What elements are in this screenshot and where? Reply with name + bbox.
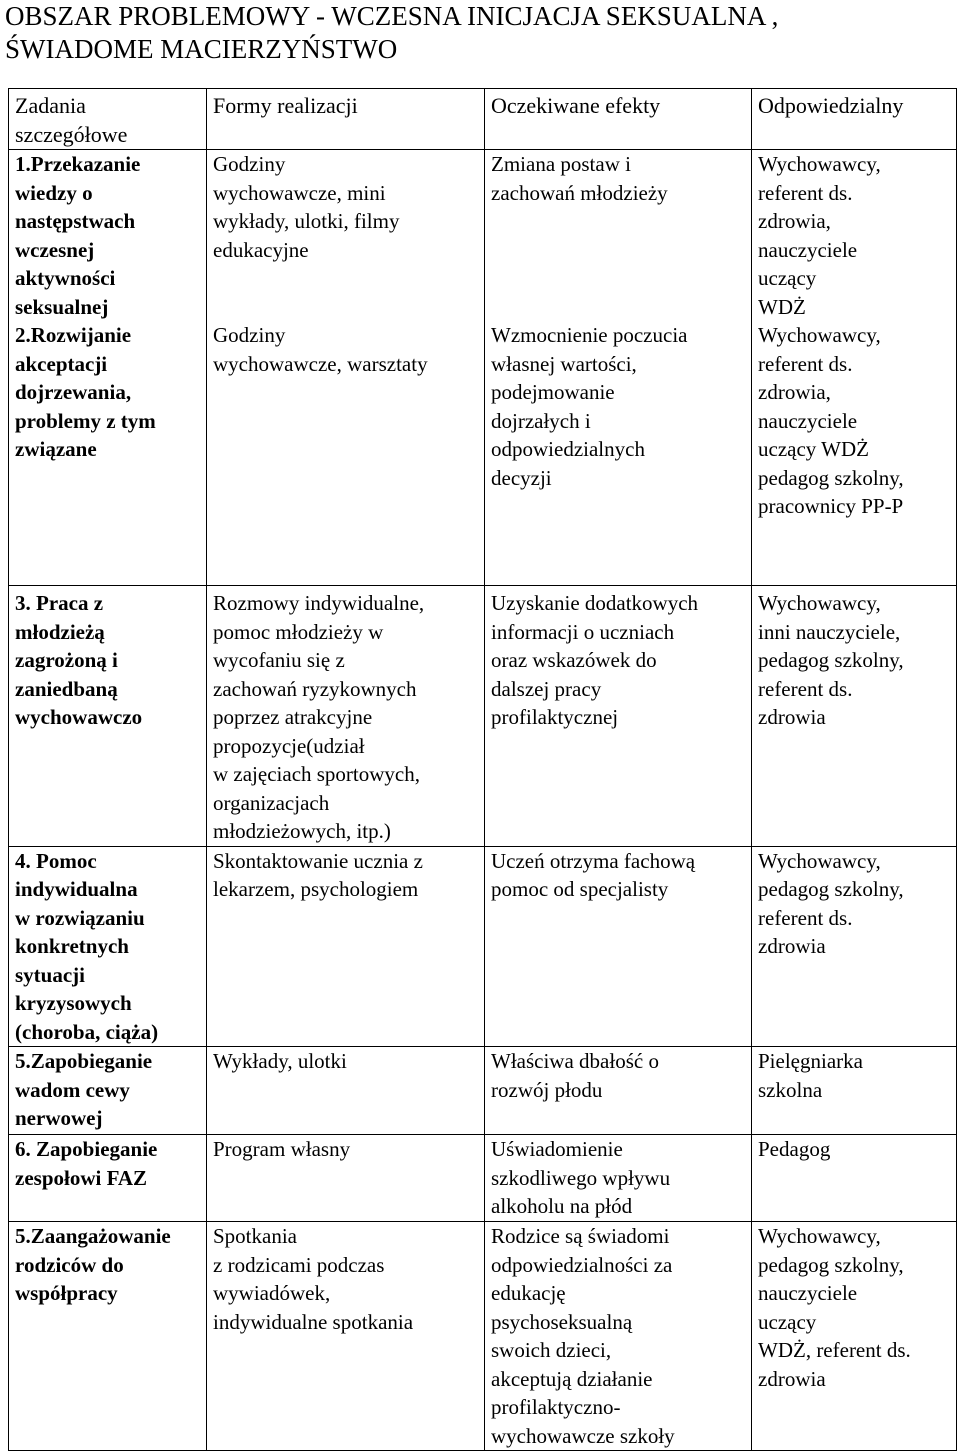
responsible-cell <box>752 1135 957 1222</box>
cell-text-block <box>15 321 200 464</box>
cell-text-block <box>15 1222 200 1308</box>
cell-line: indywidualne spotkania <box>213 1309 414 1334</box>
effects-cell <box>485 586 752 847</box>
cell-line: edukację <box>491 1281 566 1305</box>
cell-line: Uświadomienie <box>491 1137 623 1161</box>
cell-line: w rozwiązaniu <box>15 905 145 930</box>
cell-line: dalszej pracy <box>491 676 602 701</box>
cell-line: informacji o uczniach <box>491 619 675 644</box>
cell-line: zdrowia <box>758 1366 826 1391</box>
cell-line: inni nauczyciele, <box>758 619 901 644</box>
cell-line: pomoc młodzieży w <box>213 619 384 644</box>
forms-cell <box>207 150 485 586</box>
header-tasks <box>9 89 207 150</box>
cell-line: 5.Zaangażowanie <box>15 1224 171 1248</box>
cell-line: Spotkania <box>213 1224 297 1248</box>
cell-text-block <box>213 150 478 321</box>
cell-line: szkodliwego wpływu <box>491 1165 671 1190</box>
cell-text-block <box>15 150 200 321</box>
cell-line: profilaktycznej <box>491 705 619 729</box>
cell-text-block <box>491 1222 745 1450</box>
forms-cell <box>207 1047 485 1135</box>
program-table <box>8 88 957 1451</box>
cell-text-block <box>758 150 950 321</box>
cell-line: wychowawcze, mini <box>213 180 386 205</box>
effects-cell <box>485 1222 752 1451</box>
cell-line: psychoseksualną <box>491 1309 633 1334</box>
cell-text-block <box>213 321 478 378</box>
effects-cell <box>485 1047 752 1135</box>
cell-line: Godziny <box>213 152 286 176</box>
cell-line: wychowawcze, warsztaty <box>213 351 428 376</box>
cell-text-block <box>213 1222 478 1336</box>
responsible-cell <box>752 586 957 847</box>
cell-line: wiedzy o <box>15 180 93 205</box>
cell-line: decyzji <box>491 465 552 490</box>
cell-line: 1.Przekazanie <box>15 152 141 176</box>
cell-line: wywiadówek, <box>213 1281 331 1305</box>
cell-line: z rodzicami podczas <box>213 1252 385 1277</box>
tasks-cell <box>9 846 207 1047</box>
cell-line: Właściwa dbałość o <box>491 1049 659 1073</box>
cell-line: lekarzem, psychologiem <box>213 877 419 901</box>
cell-line: nauczyciele <box>758 237 858 262</box>
forms-cell <box>207 1135 485 1222</box>
cell-line: Program własny <box>213 1137 351 1161</box>
cell-line: WDŻ <box>758 294 806 319</box>
cell-line: pedagog szkolny, <box>758 1252 904 1277</box>
cell-line: zdrowia <box>758 705 826 729</box>
cell-line: wadom cewy <box>15 1077 130 1102</box>
cell-text-block <box>491 150 745 321</box>
cell-text-block <box>15 1047 200 1133</box>
cell-line: uczący WDŻ <box>758 437 869 461</box>
cell-text-block <box>758 1135 950 1164</box>
tasks-cell <box>9 150 207 586</box>
table-row <box>9 150 957 586</box>
tasks-cell <box>9 1222 207 1451</box>
cell-line: Wzmocnienie poczucia <box>491 323 688 347</box>
cell-line: indywidualna <box>15 877 138 901</box>
cell-text-block <box>213 589 478 846</box>
cell-line: Pedagog <box>758 1137 831 1161</box>
cell-line: zachowań ryzykownych <box>213 676 417 701</box>
cell-line: propozycje(udział <box>213 733 365 758</box>
cell-line: alkoholu na płód <box>491 1194 633 1218</box>
cell-text-block <box>758 847 950 961</box>
cell-line: zespołowi FAZ <box>15 1165 148 1190</box>
effects-cell <box>485 846 752 1047</box>
cell-line: wykłady, ulotki, filmy <box>213 209 400 233</box>
cell-line: młodzieżowych, itp.) <box>213 819 391 843</box>
cell-text-block <box>15 1135 200 1192</box>
cell-line: problemy z tym <box>15 408 156 433</box>
cell-line: zachowań młodzieży <box>491 180 668 205</box>
cell-line: pedagog szkolny, <box>758 648 904 672</box>
cell-line: poprzez atrakcyjne <box>213 705 373 729</box>
cell-line: związane <box>15 437 97 461</box>
cell-line: rodziców do <box>15 1252 124 1277</box>
cell-line: oraz wskazówek do <box>491 648 657 672</box>
forms-cell <box>207 1222 485 1451</box>
cell-line: Wykłady, ulotki <box>213 1049 347 1073</box>
cell-line: Uczeń otrzyma fachową <box>491 848 696 873</box>
cell-line: zdrowia, <box>758 380 831 404</box>
responsible-cell <box>752 846 957 1047</box>
cell-line: referent ds. <box>758 351 853 376</box>
page-title <box>5 0 955 66</box>
cell-line: profilaktyczno- <box>491 1395 621 1419</box>
cell-line: zaniedbaną <box>15 676 118 701</box>
cell-line: zdrowia <box>758 934 826 958</box>
table-row <box>9 1047 957 1135</box>
cell-line: wychowawcze szkoły <box>491 1423 675 1448</box>
cell-line: Wychowawcy, <box>758 323 881 347</box>
cell-line: sytuacji <box>15 962 85 987</box>
cell-line: młodzieżą <box>15 619 105 644</box>
cell-line: pedagog szkolny, <box>758 877 904 901</box>
cell-line: Wychowawcy, <box>758 591 881 615</box>
cell-line: Wychowawcy, <box>758 848 881 873</box>
cell-line: referent ds. <box>758 676 853 701</box>
header-tasks-line-1: Zadania <box>15 93 86 118</box>
cell-line: WDŻ, referent ds. <box>758 1338 911 1362</box>
cell-line: Uzyskanie dodatkowych <box>491 591 699 615</box>
forms-cell <box>207 846 485 1047</box>
table-row <box>9 586 957 847</box>
cell-line: Godziny <box>213 323 286 347</box>
cell-line: organizacjach <box>213 790 330 815</box>
cell-text-block <box>491 847 745 904</box>
cell-line: dojrzałych i <box>491 408 591 433</box>
cell-line: wycofaniu się z <box>213 648 345 672</box>
cell-text-block <box>491 321 745 492</box>
cell-text-block <box>491 1135 745 1221</box>
cell-line: kryzysowych <box>15 991 132 1015</box>
cell-line: szkolna <box>758 1077 823 1102</box>
header-effects: Oczekiwane efekty <box>485 89 752 150</box>
cell-text-block <box>15 589 200 732</box>
cell-line: seksualnej <box>15 294 109 319</box>
cell-line: zdrowia, <box>758 209 831 233</box>
title-line-1: OBSZAR PROBLEMOWY - WCZESNA INICJACJA SEKSUALNA , <box>5 1 779 31</box>
cell-line: uczący <box>758 266 817 290</box>
tasks-cell <box>9 586 207 847</box>
cell-line: Skontaktowanie ucznia z <box>213 848 423 873</box>
cell-text-block <box>758 589 950 732</box>
cell-text-block <box>758 1222 950 1393</box>
cell-text-block <box>213 1047 478 1076</box>
cell-text-block <box>213 847 478 904</box>
cell-line: 6. Zapobieganie <box>15 1137 158 1161</box>
cell-line: odpowiedzialności za <box>491 1252 673 1277</box>
cell-line: 2.Rozwijanie <box>15 323 132 347</box>
header-forms: Formy realizacji <box>207 89 485 150</box>
cell-line: w zajęciach sportowych, <box>213 762 420 786</box>
cell-line: referent ds. <box>758 905 853 930</box>
cell-line: Rodzice są świadomi <box>491 1224 670 1248</box>
effects-cell <box>485 150 752 586</box>
cell-line: pedagog szkolny, <box>758 465 904 490</box>
cell-line: konkretnych <box>15 934 129 958</box>
cell-line: odpowiedzialnych <box>491 437 645 461</box>
table-row <box>9 1135 957 1222</box>
effects-cell <box>485 1135 752 1222</box>
header-responsible: Odpowiedzialny <box>752 89 957 150</box>
cell-text-block <box>491 1047 745 1104</box>
cell-line: referent ds. <box>758 180 853 205</box>
cell-line: 4. Pomoc <box>15 848 97 873</box>
cell-text-block <box>15 847 200 1047</box>
cell-line: zagrożoną i <box>15 648 118 672</box>
cell-line: swoich dzieci, <box>491 1338 612 1362</box>
header-tasks-line-2: szczegółowe <box>15 121 128 147</box>
table-header-row <box>9 89 957 150</box>
cell-line: edukacyjne <box>213 237 309 262</box>
cell-line: podejmowanie <box>491 380 615 404</box>
title-line-2: ŚWIADOME MACIERZYŃSTWO <box>5 34 398 64</box>
cell-text-block <box>758 1047 950 1104</box>
cell-line: Wychowawcy, <box>758 152 881 176</box>
forms-cell <box>207 586 485 847</box>
cell-line: aktywności <box>15 266 116 290</box>
tasks-cell <box>9 1135 207 1222</box>
cell-line: uczący <box>758 1309 817 1334</box>
cell-text-block <box>213 1135 478 1164</box>
cell-line: Pielęgniarka <box>758 1049 863 1073</box>
cell-line: nerwowej <box>15 1106 103 1130</box>
cell-line: akceptują działanie <box>491 1366 653 1391</box>
cell-line: wczesnej <box>15 237 95 262</box>
cell-line: Wychowawcy, <box>758 1224 881 1248</box>
cell-line: 3. Praca z <box>15 591 104 615</box>
cell-line: nauczyciele <box>758 1281 858 1305</box>
cell-line: (choroba, ciąża) <box>15 1019 159 1044</box>
cell-line: dojrzewania, <box>15 380 132 404</box>
cell-line: własnej wartości, <box>491 351 637 376</box>
cell-line: 5.Zapobieganie <box>15 1049 153 1073</box>
cell-line: wychowawczo <box>15 705 143 729</box>
cell-line: współpracy <box>15 1281 118 1305</box>
tasks-cell <box>9 1047 207 1135</box>
table-row <box>9 846 957 1047</box>
responsible-cell <box>752 150 957 586</box>
cell-text-block <box>491 589 745 732</box>
cell-line: następstwach <box>15 209 136 233</box>
cell-line: Zmiana postaw i <box>491 152 631 176</box>
responsible-cell <box>752 1047 957 1135</box>
cell-line: akceptacji <box>15 351 108 376</box>
cell-line: Rozmowy indywidualne, <box>213 591 425 615</box>
cell-line: pomoc od specjalisty <box>491 877 669 901</box>
cell-text-block <box>758 321 950 521</box>
cell-line: nauczyciele <box>758 408 858 433</box>
table-row <box>9 1222 957 1451</box>
cell-line: pracownicy PP-P <box>758 494 904 518</box>
cell-line: rozwój płodu <box>491 1077 603 1102</box>
responsible-cell <box>752 1222 957 1451</box>
